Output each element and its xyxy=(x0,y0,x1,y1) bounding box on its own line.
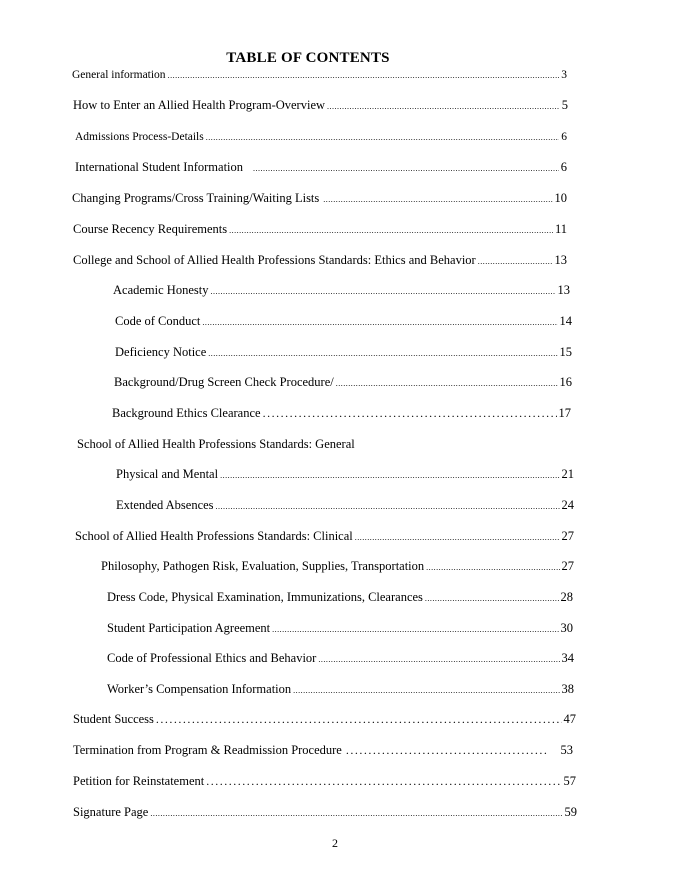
toc-entry-label: Petition for Reinstatement xyxy=(73,774,205,788)
toc-entry-label: Deficiency Notice xyxy=(115,345,207,359)
toc-entry-label: Signature Page xyxy=(73,805,149,819)
toc-entry[interactable] xyxy=(115,344,572,362)
toc-entry[interactable] xyxy=(72,190,567,208)
toc-entry[interactable] xyxy=(112,405,571,421)
dot-leader xyxy=(202,315,557,331)
dot-leader xyxy=(327,99,560,115)
toc-entry-page: 5 xyxy=(561,98,568,112)
dot-leader xyxy=(426,560,559,576)
toc-entry-label: Philosophy, Pathogen Risk, Evaluation, Supplies, Transportation xyxy=(101,559,425,573)
toc-entry-label: Physical and Mental xyxy=(116,467,219,481)
dot-leader xyxy=(168,68,560,84)
dot-leader xyxy=(425,591,559,607)
toc-title: TABLE OF CONTENTS xyxy=(226,50,390,66)
toc-entry-label: Academic Honesty xyxy=(113,283,209,297)
toc-entry-page: 30 xyxy=(560,621,573,635)
toc-entry[interactable] xyxy=(75,129,567,146)
toc-entry-page: 59 xyxy=(564,805,577,819)
toc-entry-page: 6 xyxy=(561,131,567,143)
dot-leader xyxy=(253,161,559,177)
toc-entry[interactable] xyxy=(73,711,576,727)
dot-leader xyxy=(355,530,560,546)
toc-entry[interactable] xyxy=(73,221,567,239)
toc-entry-label: Changing Programs/Cross Training/Waiting Lists xyxy=(72,191,320,205)
toc-entry[interactable] xyxy=(72,67,567,84)
dot-leader xyxy=(216,499,560,515)
toc-entry[interactable] xyxy=(73,804,577,822)
dot-leader xyxy=(220,468,559,484)
toc-entry-label: School of Allied Health Professions Standards: General xyxy=(77,437,355,451)
dot-leader xyxy=(229,223,553,239)
toc-entry[interactable] xyxy=(107,650,574,668)
toc-entry-label: Dress Code, Physical Examination, Immunizations, Clearances xyxy=(107,590,423,604)
toc-entry[interactable] xyxy=(107,589,573,607)
dot-leader xyxy=(272,622,558,638)
dot-leader xyxy=(210,284,555,300)
toc-entry-label: Code of Conduct xyxy=(115,314,201,328)
toc-entry-label: Termination from Program & Readmission Procedure xyxy=(73,743,342,757)
dot-leader xyxy=(323,192,552,208)
toc-entry[interactable] xyxy=(73,773,576,789)
toc-entry-page: 34 xyxy=(561,651,574,665)
toc-entry-page: 47 xyxy=(563,712,576,726)
toc-entry-label: Admissions Process-Details xyxy=(75,131,204,143)
toc-entry-page: 24 xyxy=(561,498,574,512)
dot-leader xyxy=(208,346,557,362)
toc-entry[interactable] xyxy=(73,742,573,758)
toc-entry[interactable] xyxy=(115,313,572,331)
toc-entry-label: International Student Information xyxy=(75,160,244,174)
toc-entry-label: Extended Absences xyxy=(116,498,214,512)
toc-entry-page: 3 xyxy=(561,69,567,81)
dot-leader xyxy=(206,773,561,789)
toc-entry[interactable] xyxy=(114,374,572,392)
dot-leader xyxy=(318,652,559,668)
toc-entry-label: Code of Professional Ethics and Behavior xyxy=(107,651,317,665)
toc-section-heading[interactable] xyxy=(77,436,477,452)
toc-entry-page: 28 xyxy=(560,590,573,604)
toc-entry-page: 57 xyxy=(563,774,576,788)
toc-entry-page: 13 xyxy=(554,253,567,267)
page-number: 2 xyxy=(332,836,338,850)
toc-entry-label: Student Success xyxy=(73,712,154,726)
toc-entry[interactable] xyxy=(116,497,574,515)
toc-entry-page: 14 xyxy=(559,314,572,328)
toc-entry-label: How to Enter an Allied Health Program-Overview xyxy=(73,98,326,112)
dot-leader xyxy=(263,405,557,421)
toc-entry-page: 53 xyxy=(560,743,573,757)
toc-entry-page: 11 xyxy=(554,222,567,236)
dot-leader xyxy=(346,742,547,758)
dot-leader xyxy=(206,130,560,146)
toc-entry[interactable] xyxy=(75,528,574,546)
toc-entry-page: 13 xyxy=(557,283,570,297)
toc-entry[interactable] xyxy=(113,282,570,300)
toc-entry-page: 21 xyxy=(561,467,574,481)
toc-entry[interactable] xyxy=(107,620,573,638)
dot-leader xyxy=(156,711,562,727)
dot-leader xyxy=(293,683,559,699)
toc-entry-page: 17 xyxy=(558,406,571,420)
toc-entry[interactable] xyxy=(73,97,568,115)
toc-entry-page: 15 xyxy=(559,345,572,359)
toc-entry-page: 27 xyxy=(561,529,574,543)
toc-entry-label: Background Ethics Clearance xyxy=(112,406,261,420)
toc-entry[interactable] xyxy=(116,466,574,484)
toc-entry-page: 16 xyxy=(559,375,572,389)
toc-entry-label: Course Recency Requirements xyxy=(73,222,228,236)
toc-entry-page: 6 xyxy=(560,160,567,174)
toc-entry-page: 10 xyxy=(554,191,567,205)
toc-entry-label: College and School of Allied Health Professions Standards: Ethics and Behavior xyxy=(73,253,476,267)
dot-leader xyxy=(336,376,558,392)
toc-entry[interactable] xyxy=(75,159,567,177)
toc-entry-label: School of Allied Health Professions Standards: Clinical xyxy=(75,529,353,543)
toc-entry-page: 38 xyxy=(561,682,574,696)
dot-leader xyxy=(150,806,562,822)
toc-entry-page: 27 xyxy=(561,559,574,573)
toc-entry[interactable] xyxy=(107,681,574,699)
toc-entry-label: General information xyxy=(72,69,166,81)
toc-entry-label: Background/Drug Screen Check Procedure/ xyxy=(114,375,334,389)
toc-entry-label: Student Participation Agreement xyxy=(107,621,271,635)
toc-entry[interactable] xyxy=(101,558,574,576)
toc-entry-label: Worker’s Compensation Information xyxy=(107,682,292,696)
toc-entry[interactable] xyxy=(73,252,567,270)
dot-leader xyxy=(478,254,553,270)
